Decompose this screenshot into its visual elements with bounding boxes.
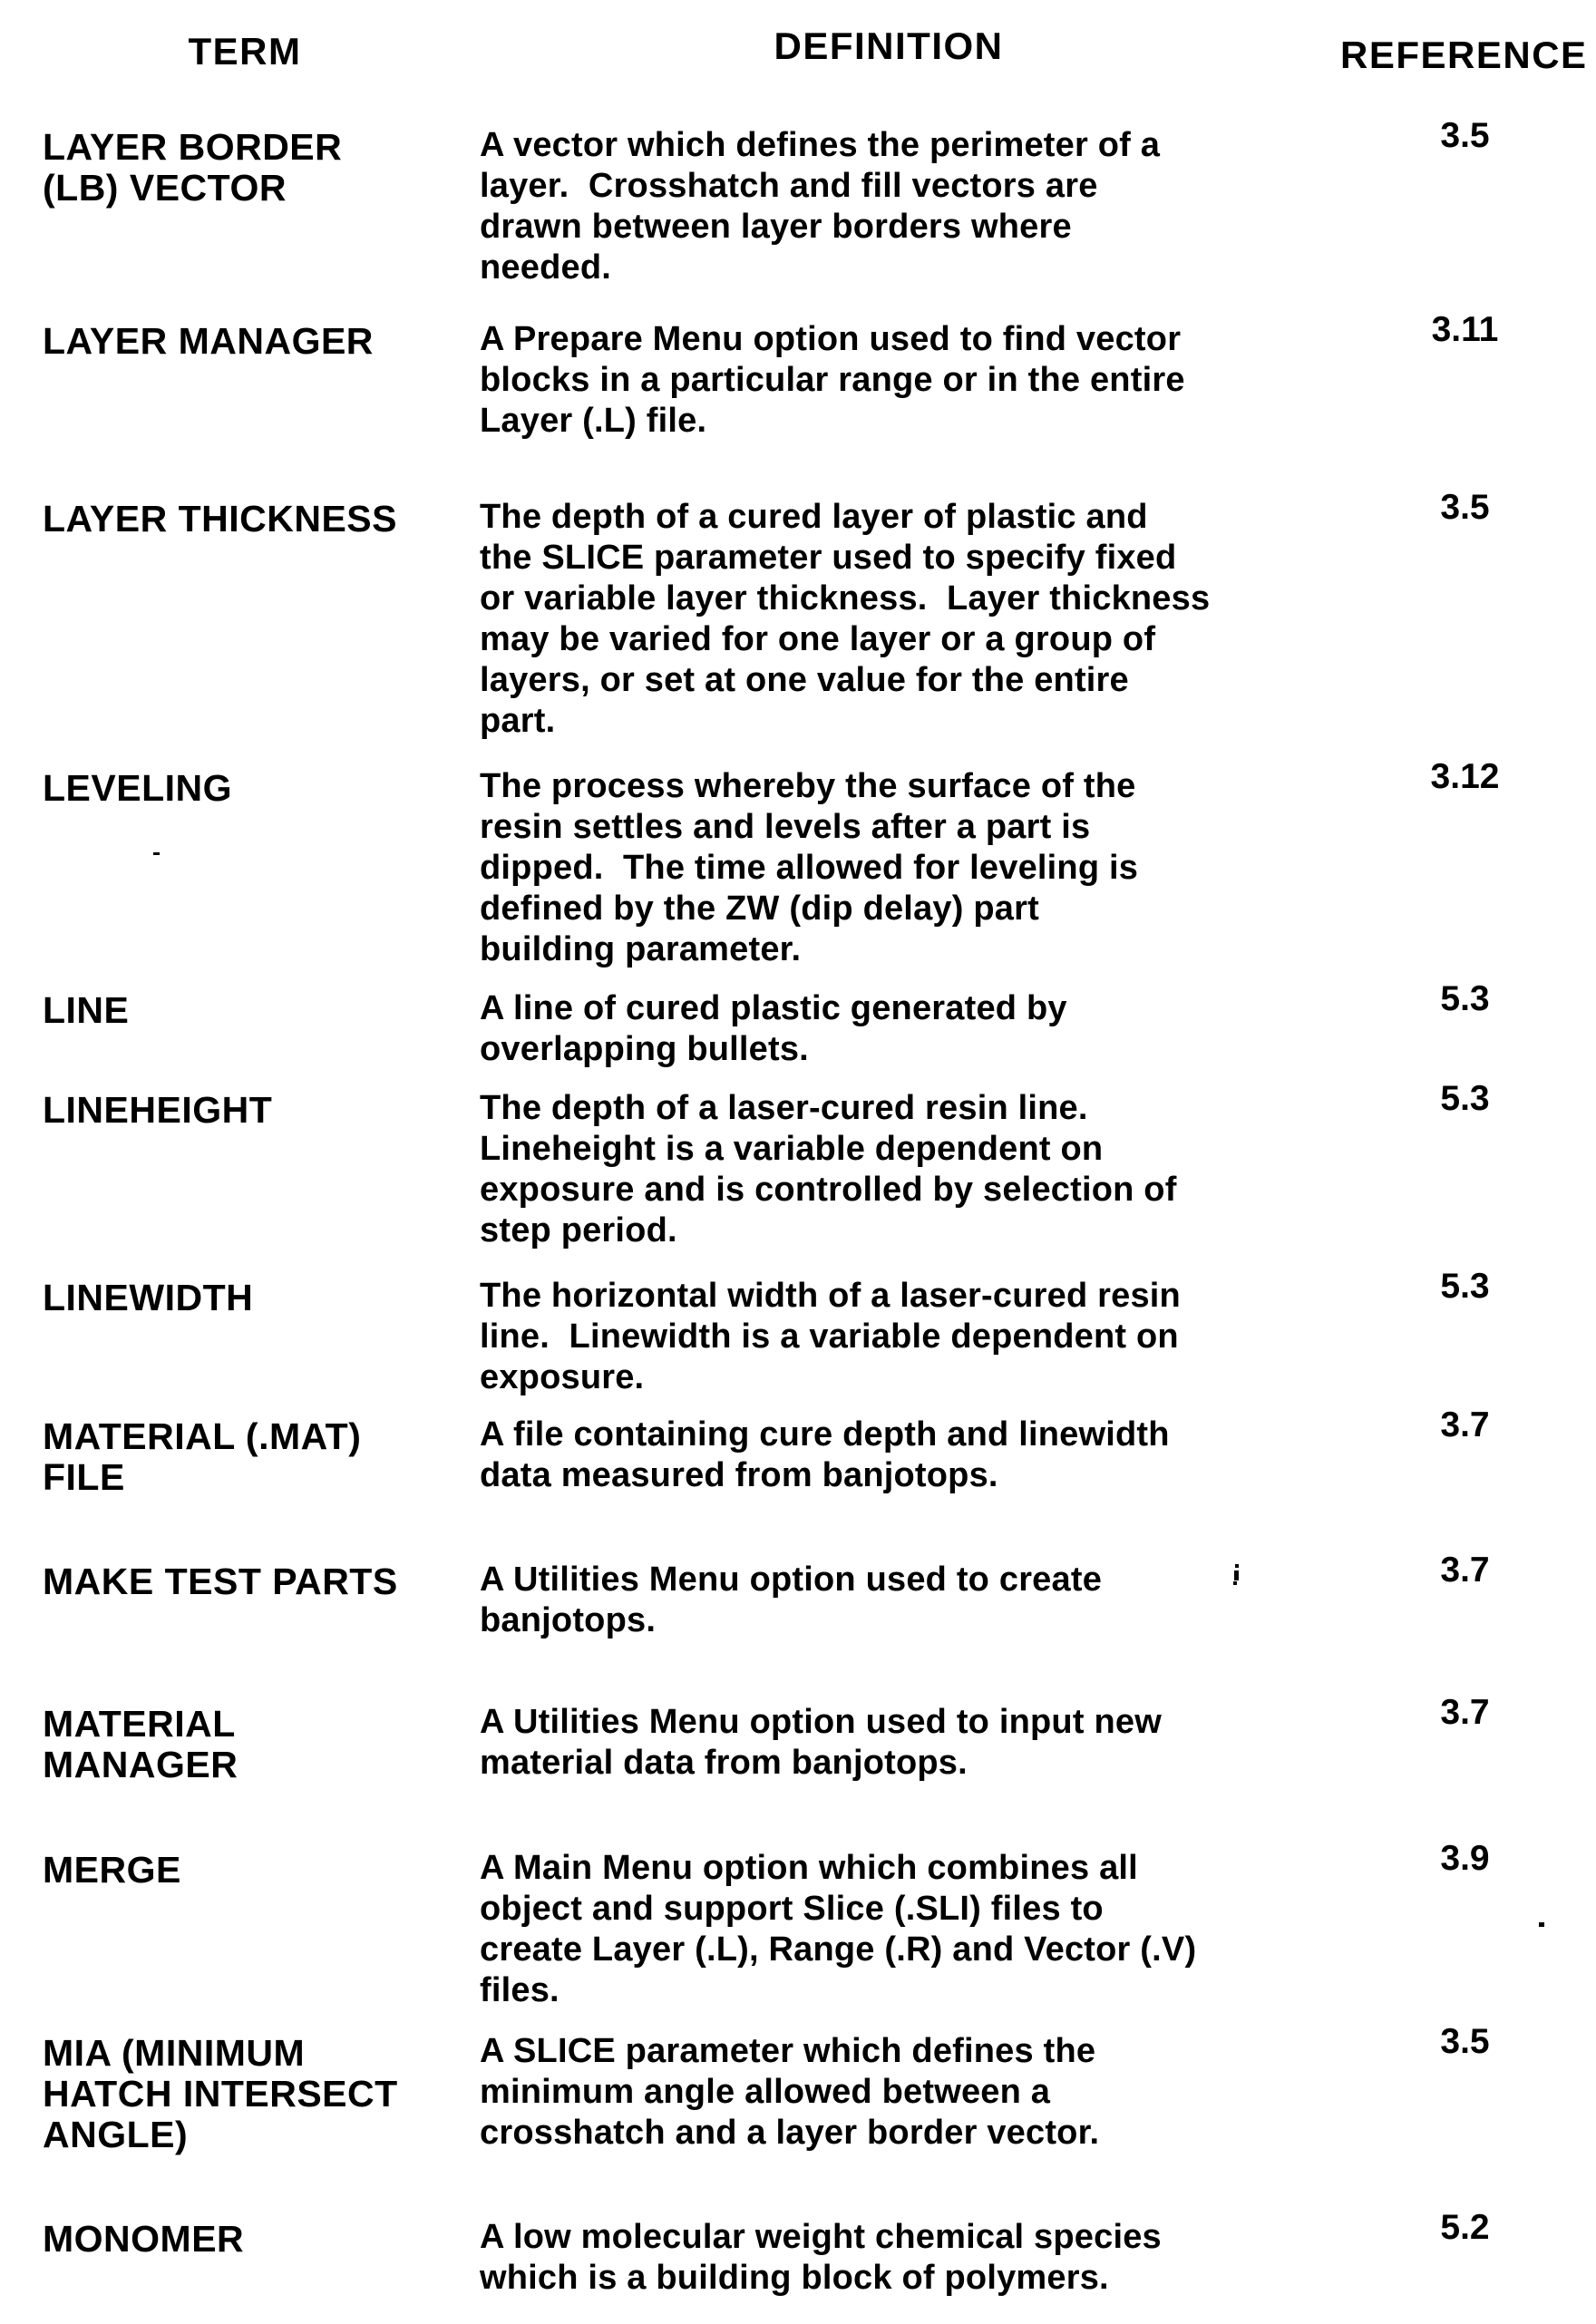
term-text: LINEWIDTH bbox=[43, 1277, 254, 1318]
term-text: LEVELING bbox=[43, 767, 233, 809]
reference-number: 3.12 bbox=[1430, 757, 1500, 796]
column-header-reference: REFERENCE bbox=[1340, 34, 1588, 76]
definition-text: The process whereby the surface of the resin settles and levels after a part is dipped. The time allowed for leveling is defined by the ZW (dip delay) part building parameter. bbox=[480, 767, 1139, 968]
scan-speck bbox=[1235, 1564, 1239, 1568]
definition-text: A low molecular weight chemical species which is a building block of polymers. bbox=[480, 2218, 1162, 2297]
term-text: MATERIAL (.MAT) FILE bbox=[43, 1415, 362, 1498]
term-text: MATERIAL MANAGER bbox=[43, 1703, 238, 1785]
term-text: MAKE TEST PARTS bbox=[43, 1561, 398, 1602]
reference-number: 3.5 bbox=[1440, 2022, 1490, 2061]
reference-number: 3.5 bbox=[1440, 488, 1490, 527]
term-text: MERGE bbox=[43, 1849, 181, 1891]
definition-text: The depth of a cured layer of plastic and the SLICE parameter used to specify fixed or variable layer thickness. Layer thickness may be varied for one layer or a group of layers, or set at one value for the entire part. bbox=[480, 498, 1211, 740]
term-text: MIA (MINIMUM HATCH INTERSECT ANGLE) bbox=[43, 2032, 398, 2155]
reference-number: 3.7 bbox=[1440, 1551, 1490, 1590]
term-text: LAYER MANAGER bbox=[43, 320, 374, 362]
reference-number: 3.11 bbox=[1431, 310, 1499, 349]
reference-number: 5.3 bbox=[1440, 979, 1490, 1018]
reference-number: 3.7 bbox=[1440, 1693, 1490, 1732]
term-text: LAYER THICKNESS bbox=[43, 498, 397, 540]
definition-text: A Utilities Menu option used to create banjotops. bbox=[480, 1561, 1103, 1639]
definition-text: A Utilities Menu option used to input new material data from banjotops. bbox=[480, 1703, 1162, 1782]
reference-number: 3.5 bbox=[1440, 116, 1490, 155]
scan-speck bbox=[153, 852, 160, 855]
scan-speck bbox=[1233, 1581, 1237, 1585]
term-text: LINEHEIGHT bbox=[43, 1089, 273, 1131]
definition-text: A file containing cure depth and linewidth data measured from banjotops. bbox=[480, 1415, 1170, 1494]
reference-number: 5.3 bbox=[1440, 1267, 1490, 1306]
reference-number: 3.7 bbox=[1440, 1405, 1490, 1444]
column-header-term: TERM bbox=[188, 30, 302, 73]
scan-speck bbox=[1539, 1922, 1544, 1927]
term-text: MONOMER bbox=[43, 2218, 245, 2260]
definition-text: A line of cured plastic generated by overlapping bullets. bbox=[480, 989, 1067, 1068]
reference-number: 5.3 bbox=[1440, 1079, 1490, 1118]
column-header-definition: DEFINITION bbox=[774, 24, 1004, 67]
term-text: LAYER BORDER (LB) VECTOR bbox=[43, 126, 343, 209]
definition-text: The depth of a laser-cured resin line. Lineheight is a variable dependent on exposure and is controlled by selection of step period. bbox=[480, 1089, 1177, 1250]
definition-text: A vector which defines the perimeter of a layer. Crosshatch and fill vectors are drawn between layer borders where needed. bbox=[480, 126, 1161, 287]
definition-text: The horizontal width of a laser-cured resin line. Linewidth is a variable dependent on exposure. bbox=[480, 1277, 1181, 1396]
definition-text: A Prepare Menu option used to find vector blocks in a particular range or in the entire Layer (.L) file. bbox=[480, 320, 1185, 440]
definition-text: A SLICE parameter which defines the minimum angle allowed between a crosshatch and a layer border vector. bbox=[480, 2032, 1100, 2152]
reference-number: 3.9 bbox=[1440, 1839, 1490, 1878]
reference-number: 5.2 bbox=[1440, 2208, 1490, 2247]
scan-speck bbox=[1234, 1570, 1239, 1580]
definition-text: A Main Menu option which combines all object and support Slice (.SLI) files to create Layer (.L), Range (.R) and Vector (.V) files. bbox=[480, 1849, 1197, 2009]
term-text: LINE bbox=[43, 989, 130, 1031]
